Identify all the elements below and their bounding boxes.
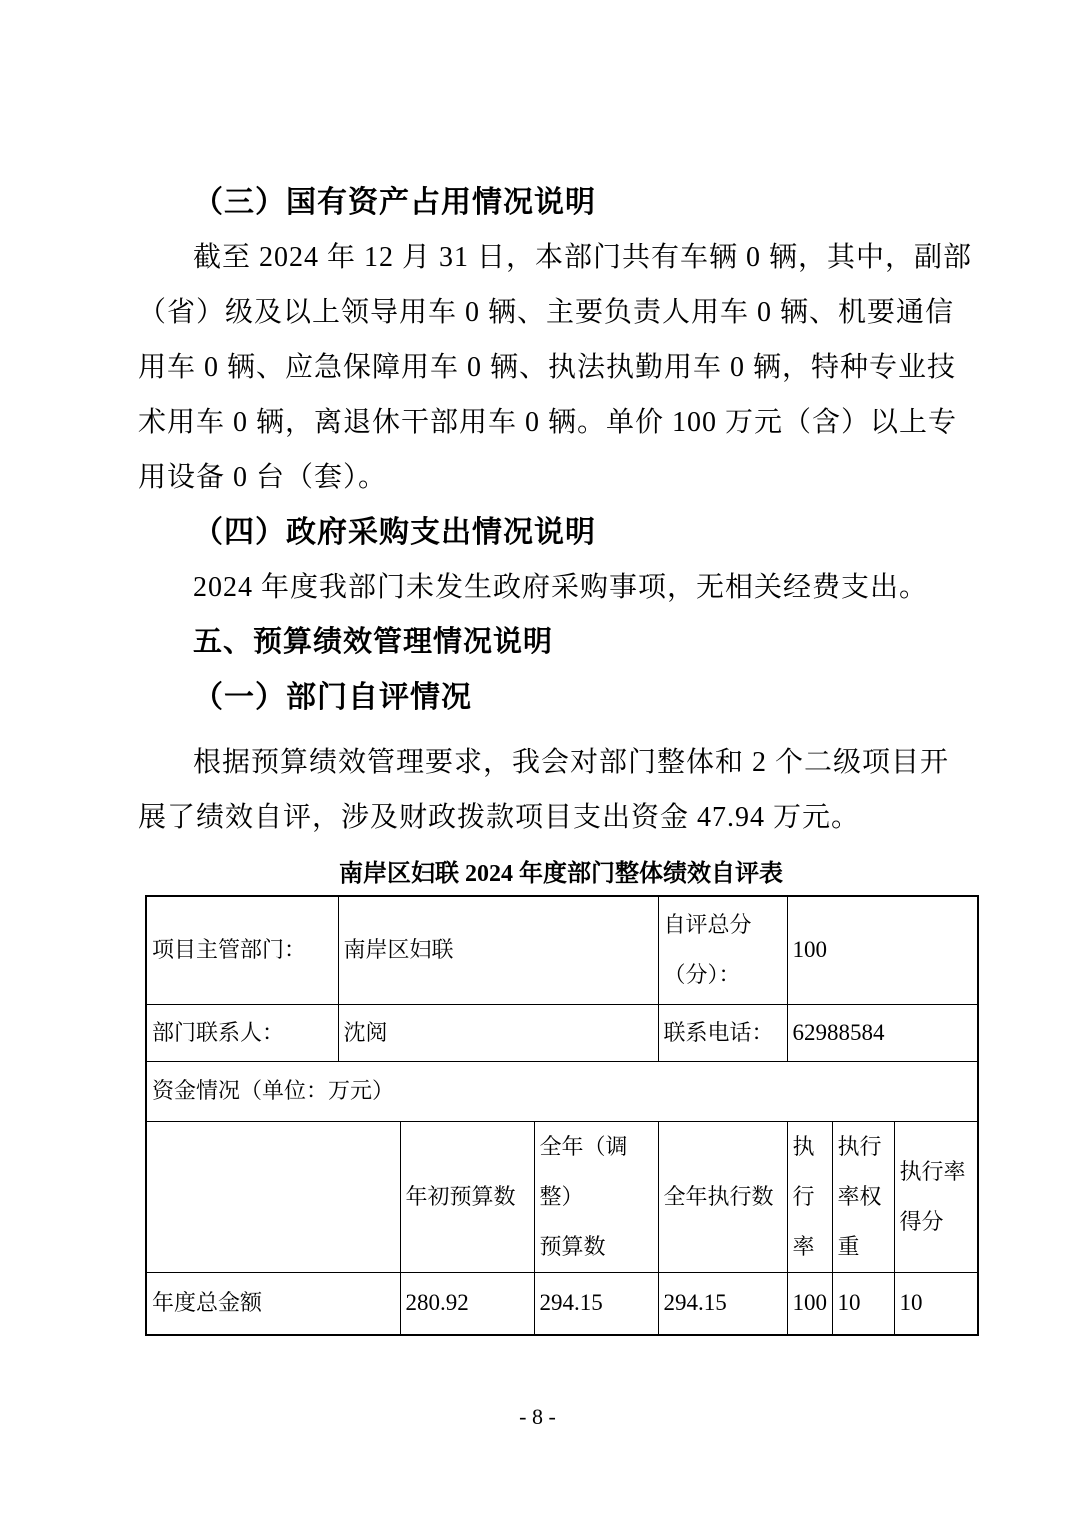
cell-header-blank (146, 1121, 400, 1272)
cell-header-rate-weight: 执行 率权 重 (832, 1121, 894, 1272)
asset-paragraph-line-3: 用车 0 辆、应急保障用车 0 辆、执法执勤用车 0 辆，特种专业技 (138, 352, 957, 383)
cell-contact-person-value: 沈阅 (338, 1004, 658, 1061)
heading-state-asset-usage: （三）国有资产占用情况说明 (193, 186, 596, 219)
table-title: 南岸区妇联 2024 年度部门整体绩效自评表 (339, 861, 783, 887)
heading-budget-performance: 五、预算绩效管理情况说明 (193, 626, 554, 658)
cell-project-dept-value: 南岸区妇联 (338, 896, 658, 1004)
table-row-contact (146, 1004, 978, 1061)
cell-annual-rate-weight: 10 (832, 1272, 894, 1335)
cell-contact-person-label: 部门联系人： (146, 1004, 338, 1061)
heading-gov-procurement: （四）政府采购支出情况说明 (193, 516, 596, 549)
cell-annual-executed: 294.15 (658, 1272, 787, 1335)
cell-annual-execution-rate: 100 (787, 1272, 832, 1335)
heading-department-selfeval: （一）部门自评情况 (193, 681, 472, 714)
selfeval-table-block (145, 857, 977, 1336)
asset-paragraph-line-2: （省）级及以上领导用车 0 辆、主要负责人用车 0 辆、机要通信 (138, 297, 955, 328)
cell-header-initial-budget: 年初预算数 (400, 1121, 534, 1272)
cell-annual-adjusted-budget: 294.15 (534, 1272, 658, 1335)
cell-project-dept-label: 项目主管部门： (146, 896, 338, 1004)
cell-header-rate-score: 执行率 得分 (894, 1121, 978, 1272)
cell-header-adjusted-budget: 全年（调整） 预算数 (534, 1121, 658, 1272)
cell-header-execution-rate: 执 行 率 (787, 1121, 832, 1272)
cell-funds-section-label: 资金情况（单位：万元） (146, 1061, 978, 1121)
procurement-paragraph-line-1: 2024 年度我部门未发生政府采购事项，无相关经费支出。 (193, 572, 929, 603)
asset-paragraph-line-5: 用设备 0 台（套）。 (138, 462, 388, 493)
cell-selfscore-value: 100 (787, 896, 978, 1004)
cell-phone-value: 62988584 (787, 1004, 978, 1061)
page-number: - 8 - (519, 1404, 556, 1429)
table-row-annual-total (146, 1272, 978, 1335)
table-row-funds-header (146, 1121, 978, 1272)
cell-header-executed: 全年执行数 (658, 1121, 787, 1272)
selfeval-paragraph-line-1: 根据预算绩效管理要求，我会对部门整体和 2 个二级项目开 (193, 747, 950, 778)
cell-selfscore-label: 自评总分 （分）： (658, 896, 787, 1004)
table-row-funds-section (146, 1061, 978, 1121)
self-evaluation-table (145, 895, 979, 1336)
table-row-project-dept (146, 896, 978, 1004)
cell-phone-label: 联系电话： (658, 1004, 787, 1061)
asset-paragraph-line-1: 截至 2024 年 12 月 31 日，本部门共有车辆 0 辆，其中，副部 (193, 242, 973, 273)
cell-annual-rate-score: 10 (894, 1272, 978, 1335)
cell-annual-initial-budget: 280.92 (400, 1272, 534, 1335)
asset-paragraph-line-4: 术用车 0 辆，离退休干部用车 0 辆。单价 100 万元（含）以上专 (138, 407, 958, 438)
cell-annual-total-label: 年度总金额 (146, 1272, 400, 1335)
selfeval-paragraph-line-2: 展了绩效自评，涉及财政拨款项目支出资金 47.94 万元。 (138, 802, 861, 833)
